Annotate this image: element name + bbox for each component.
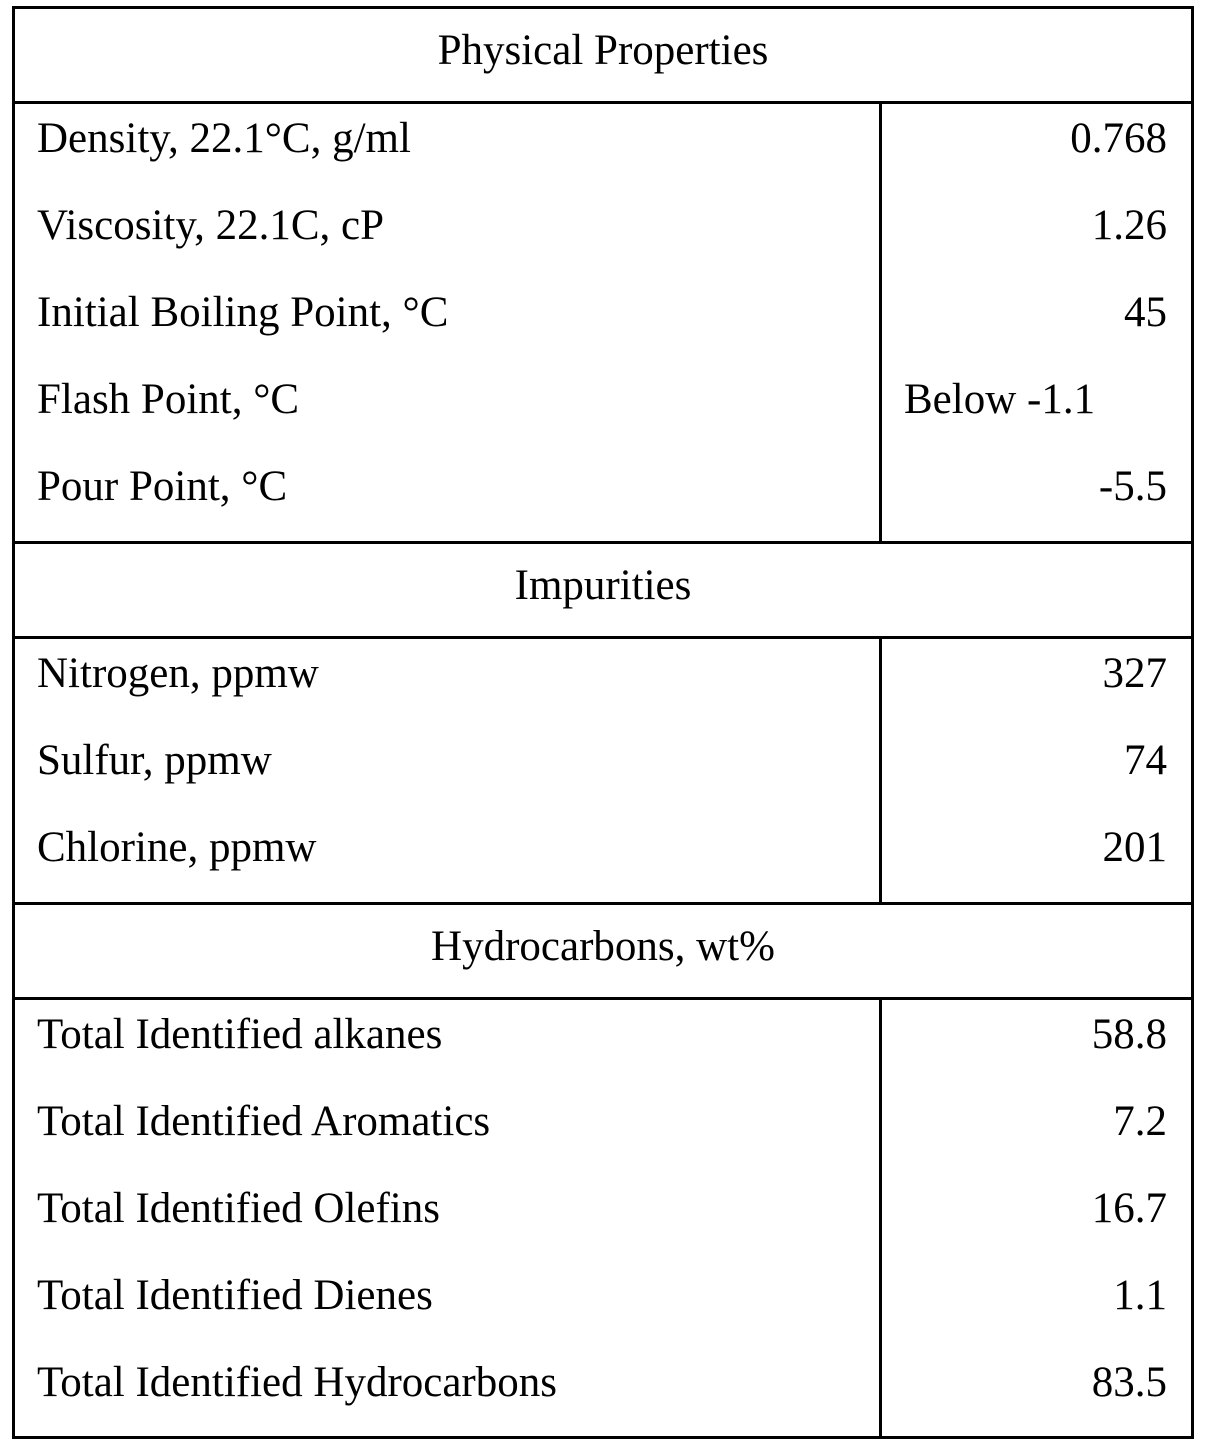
table-row (15, 1000, 1191, 1087)
row-label: Total Identified Hydrocarbons (15, 1348, 879, 1435)
table-row (15, 1174, 1191, 1261)
table-row (15, 365, 1191, 452)
section-header-hydrocarbons: Hydrocarbons, wt% (15, 905, 1191, 1000)
row-value: 201 (879, 813, 1191, 900)
table-row (15, 1087, 1191, 1174)
row-label: Pour Point, °C (15, 452, 879, 539)
column-divider (879, 104, 882, 541)
row-label: Total Identified Dienes (15, 1261, 879, 1348)
column-divider (879, 1000, 882, 1436)
section-physical-properties (15, 104, 1191, 544)
row-label: Total Identified Olefins (15, 1174, 879, 1261)
row-label: Chlorine, ppmw (15, 813, 879, 900)
table-row (15, 813, 1191, 900)
section-header-impurities: Impurities (15, 544, 1191, 639)
section-hydrocarbons (15, 1000, 1191, 1436)
table-row (15, 1261, 1191, 1348)
row-label: Density, 22.1°C, g/ml (15, 104, 879, 191)
row-value: 74 (879, 726, 1191, 813)
table-row (15, 726, 1191, 813)
table-row (15, 639, 1191, 726)
properties-table (12, 6, 1194, 1439)
column-divider (879, 639, 882, 902)
row-value: 1.1 (879, 1261, 1191, 1348)
table-row (15, 191, 1191, 278)
row-value: Below -1.1 (879, 365, 1191, 452)
table-row (15, 452, 1191, 539)
table-row (15, 278, 1191, 365)
table-row (15, 1348, 1191, 1435)
table-row (15, 104, 1191, 191)
row-value: 0.768 (879, 104, 1191, 191)
row-label: Initial Boiling Point, °C (15, 278, 879, 365)
row-value: 1.26 (879, 191, 1191, 278)
row-value: 45 (879, 278, 1191, 365)
row-label: Viscosity, 22.1C, cP (15, 191, 879, 278)
row-label: Flash Point, °C (15, 365, 879, 452)
row-value: 83.5 (879, 1348, 1191, 1435)
section-impurities (15, 639, 1191, 905)
row-value: -5.5 (879, 452, 1191, 539)
row-value: 7.2 (879, 1087, 1191, 1174)
row-label: Total Identified alkanes (15, 1000, 879, 1087)
row-label: Nitrogen, ppmw (15, 639, 879, 726)
row-value: 58.8 (879, 1000, 1191, 1087)
section-header-physical-properties: Physical Properties (15, 9, 1191, 104)
row-label: Sulfur, ppmw (15, 726, 879, 813)
row-label: Total Identified Aromatics (15, 1087, 879, 1174)
row-value: 327 (879, 639, 1191, 726)
row-value: 16.7 (879, 1174, 1191, 1261)
